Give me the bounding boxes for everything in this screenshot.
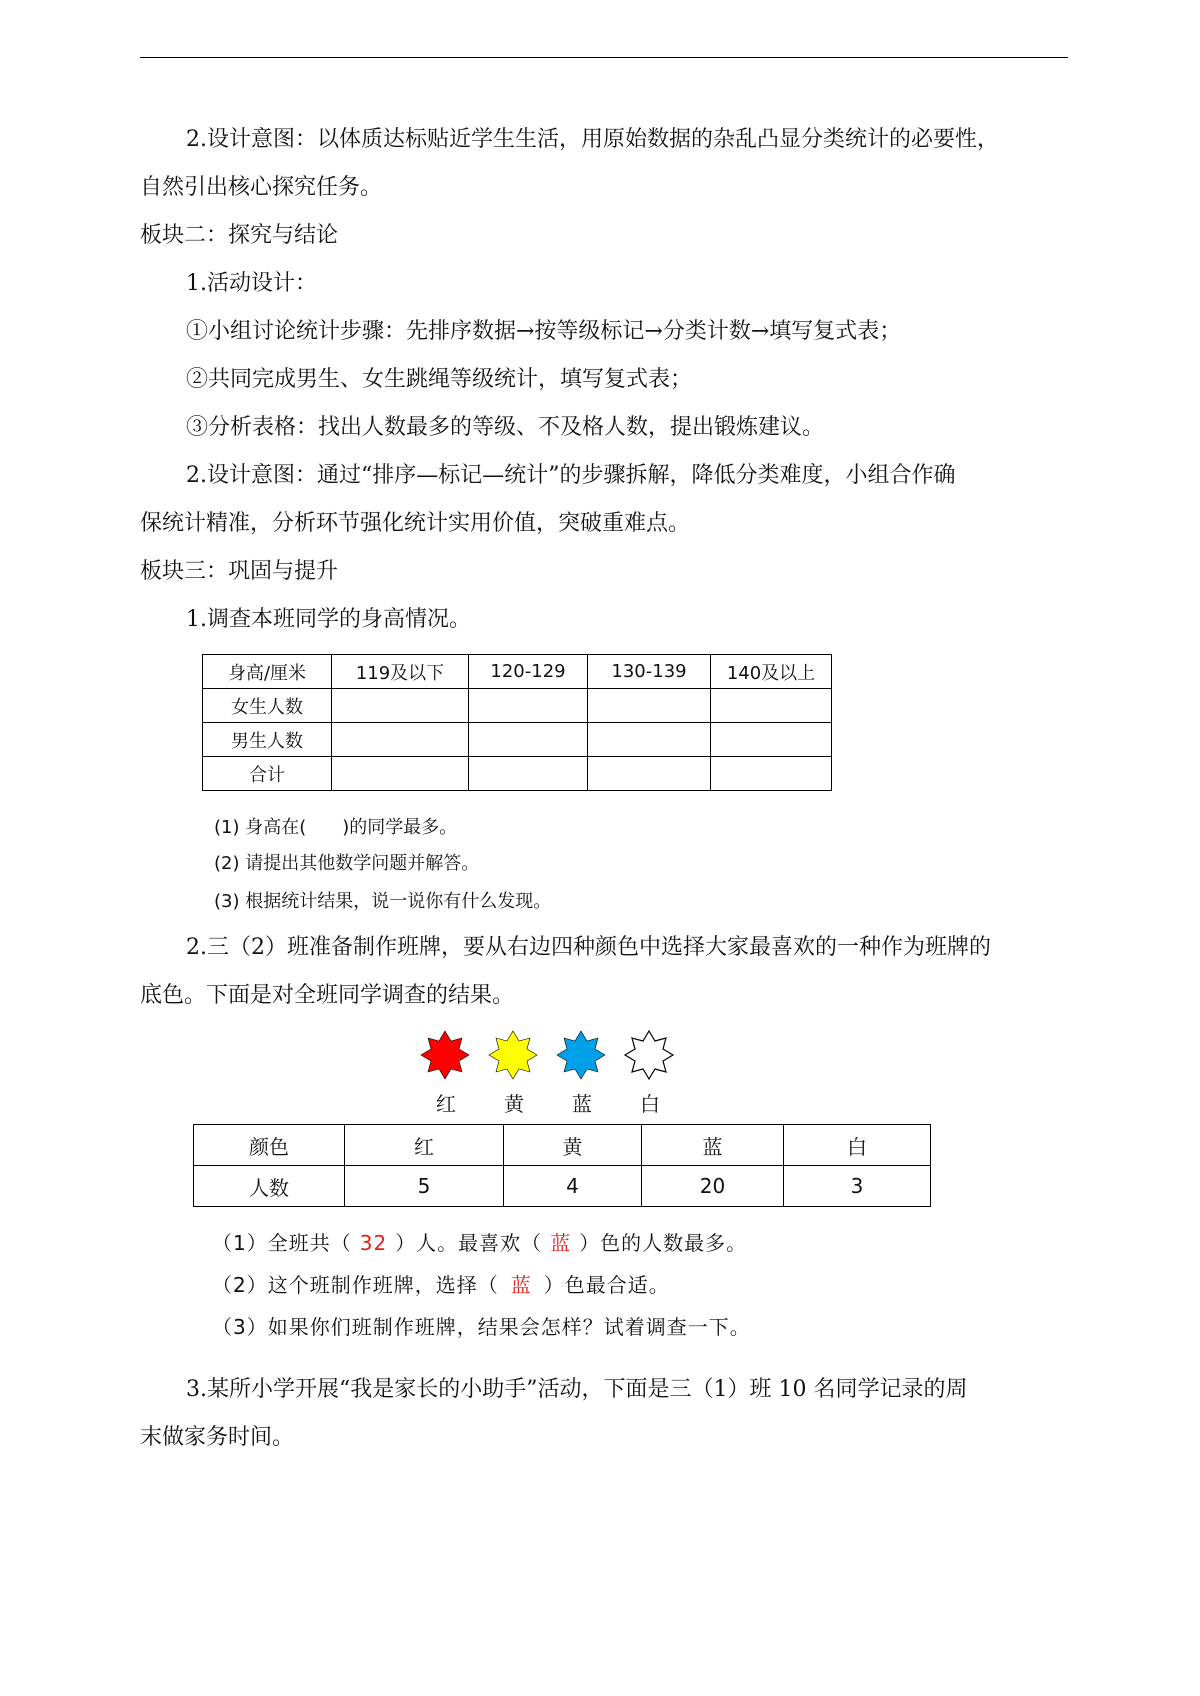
question-2-cont: 底色。下面是对全班同学调查的结果。	[140, 983, 515, 1008]
answer-favorite: 蓝	[550, 1231, 572, 1255]
row-label: 男生人数	[203, 723, 332, 757]
star-label-blue: 蓝	[572, 1092, 592, 1116]
step-2: ②共同完成男生、女生跳绳等级统计，填写复式表；	[186, 367, 693, 392]
row-label: 女生人数	[203, 689, 332, 723]
red-star-icon	[421, 1031, 469, 1079]
table-header-cell: 119及以下	[332, 655, 469, 689]
table-cell: 4	[504, 1166, 642, 1207]
intent-paragraph: 2.设计意图：以体质达标贴近学生生活，用原始数据的杂乱凸显分类统计的必要性，	[186, 127, 999, 152]
q2-sub2-text-a: （2）这个班制作班牌，选择（	[212, 1273, 499, 1297]
table-row	[203, 723, 832, 757]
answer-total: 32	[359, 1231, 388, 1255]
table-header-cell: 140及以上	[711, 655, 832, 689]
section2-title: 板块二：探究与结论	[140, 223, 339, 248]
empty-cell[interactable]	[332, 723, 469, 757]
white-star-icon	[625, 1031, 673, 1079]
table-cell: 20	[642, 1166, 784, 1207]
q1-sub-1: (1) 身高在( )的同学最多。	[214, 817, 458, 838]
color-vote-table	[193, 1124, 931, 1207]
step-3: ③分析表格：找出人数最多的等级、不及格人数，提出锻炼建议。	[186, 415, 825, 440]
yellow-star-icon	[489, 1031, 537, 1079]
empty-cell[interactable]	[469, 723, 588, 757]
table-header-cell: 身高/厘米	[203, 655, 332, 689]
intent2-paragraph-cont: 保统计精准，分析环节强化统计实用价值，突破重难点。	[140, 511, 691, 536]
question-3-cont: 末做家务时间。	[140, 1425, 295, 1450]
table-cell: 白	[784, 1125, 931, 1166]
empty-cell[interactable]	[588, 757, 711, 791]
empty-cell[interactable]	[332, 757, 469, 791]
table-header-cell: 130-139	[588, 655, 711, 689]
q2-sub-2	[212, 1270, 670, 1300]
q2-sub2-text-b: ）色最合适。	[543, 1273, 670, 1297]
star-label-white: 白	[640, 1092, 660, 1116]
q1-sub-3: (3) 根据统计结果，说一说你有什么发现。	[214, 891, 552, 912]
q2-sub1-text-a: （1）全班共（	[212, 1231, 352, 1255]
table-row	[194, 1166, 931, 1207]
height-table	[202, 654, 832, 791]
empty-cell[interactable]	[332, 689, 469, 723]
table-row	[203, 655, 832, 689]
q2-sub-3: （3）如果你们班制作班牌，结果会怎样？试着调查一下。	[212, 1315, 751, 1339]
intent2-paragraph: 2.设计意图：通过“排序—标记—统计”的步骤拆解，降低分类难度，小组合作确	[186, 463, 956, 488]
table-cell: 红	[345, 1125, 504, 1166]
answer-choice: 蓝	[510, 1273, 532, 1297]
question-2: 2.三（2）班准备制作班牌，要从右边四种颜色中选择大家最喜欢的一种作为班牌的	[186, 935, 991, 960]
table-header-cell: 120-129	[469, 655, 588, 689]
empty-cell[interactable]	[469, 689, 588, 723]
question-1: 1.调查本班同学的身高情况。	[186, 607, 471, 632]
q2-sub1-text-b: ）人。最喜欢（	[395, 1231, 543, 1255]
star-label-yellow: 黄	[504, 1092, 524, 1116]
header-rule	[140, 57, 1068, 58]
q2-sub1-text-c: ）色的人数最多。	[579, 1231, 748, 1255]
table-cell: 颜色	[194, 1125, 345, 1166]
section3-title: 板块三：巩固与提升	[140, 559, 339, 584]
table-row	[203, 689, 832, 723]
empty-cell[interactable]	[711, 723, 832, 757]
empty-cell[interactable]	[588, 723, 711, 757]
table-row	[203, 757, 832, 791]
intent-paragraph-cont: 自然引出核心探究任务。	[140, 175, 383, 200]
table-cell: 3	[784, 1166, 931, 1207]
table-cell: 黄	[504, 1125, 642, 1166]
star-label-red: 红	[436, 1092, 456, 1116]
step-1: ①小组讨论统计步骤：先排序数据→按等级标记→分类计数→填写复式表；	[186, 319, 902, 344]
empty-cell[interactable]	[588, 689, 711, 723]
color-stars	[420, 1028, 680, 1088]
question-3: 3.某所小学开展“我是家长的小助手”活动，下面是三（1）班 10 名同学记录的周	[186, 1377, 968, 1402]
table-cell: 人数	[194, 1166, 345, 1207]
empty-cell[interactable]	[469, 757, 588, 791]
blue-star-icon	[557, 1031, 605, 1079]
empty-cell[interactable]	[711, 689, 832, 723]
table-row	[194, 1125, 931, 1166]
q2-sub-1	[212, 1228, 747, 1258]
activity-heading: 1.活动设计：	[186, 271, 317, 296]
empty-cell[interactable]	[711, 757, 832, 791]
row-label: 合计	[203, 757, 332, 791]
q1-sub-2: (2) 请提出其他数学问题并解答。	[214, 853, 480, 874]
table-cell: 蓝	[642, 1125, 784, 1166]
table-cell: 5	[345, 1166, 504, 1207]
